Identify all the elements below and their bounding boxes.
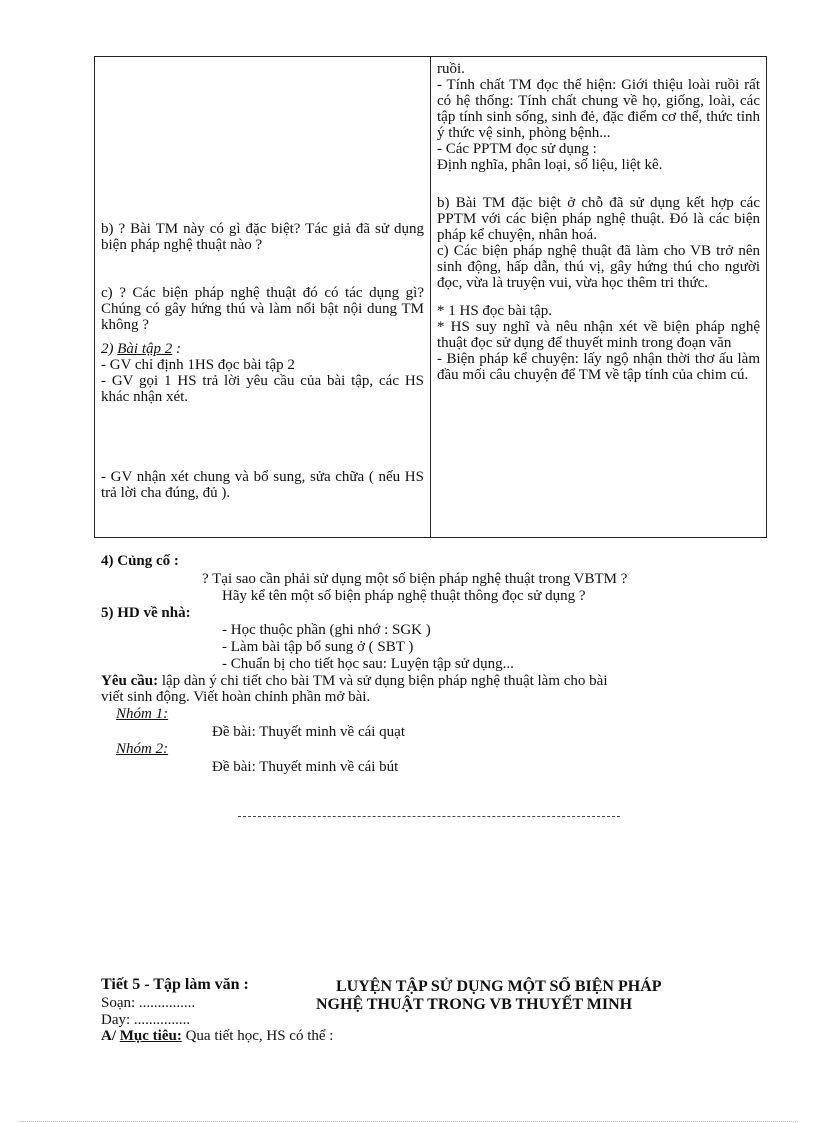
answer-line: ruồi.: [437, 61, 465, 77]
answer-line: - Các PPTM đọc sử dụng :: [437, 141, 597, 157]
question-b: b) ? Bài TM này có gì đặc biệt? Tác giả đã sử dụng biện pháp nghệ thuật nào ?: [101, 221, 424, 253]
table-row: [95, 57, 767, 538]
teacher-summary: - GV nhận xét chung và bổ sung, sửa chữa ( nếu HS trả lời cha đúng, đủ ).: [101, 469, 424, 501]
answer-c: c) Các biện pháp nghệ thuật đã làm cho VB trở nên sinh động, hấp dẫn, thú vị, gây hứng thú cho người đọc, vừa là truyện vui, vừa học thêm tri thức.: [437, 243, 760, 291]
answer-b: b) Bài TM đặc biệt ở chỗ đã sử dụng kết hợp các PPTM với các biện pháp nghệ thuật. Đó là các biện pháp kể chuyện, nhân hoá.: [437, 195, 760, 243]
lesson-number: Tiết 5 - Tập làm văn :: [101, 976, 249, 993]
prepared-date: Soạn: ...............: [101, 995, 196, 1011]
teacher-activity-column: [95, 57, 431, 538]
homework-heading: 5) HD về nhà:: [101, 605, 191, 621]
homework-item: - Làm bài tập bổ sung ở ( SBT ): [222, 639, 414, 655]
exercise-2-answer: * 1 HS đọc bài tập.: [437, 303, 552, 319]
exercise-2-heading: 2) Bài tập 2 :: [101, 341, 181, 357]
group-1-label: Nhóm 1:: [116, 706, 169, 722]
objectives-line: A/ Mục tiêu: Qua tiết học, HS có thể :: [101, 1028, 334, 1044]
exercise-2-line: - GV chỉ định 1HS đọc bài tập 2: [101, 357, 295, 373]
exercise-2-line: - GV gọi 1 HS trả lời yêu cầu của bài tập, các HS khác nhận xét.: [101, 373, 424, 405]
lesson-title: NGHỆ THUẬT TRONG VB THUYẾT MINH: [316, 996, 633, 1013]
lesson-table: [94, 56, 767, 538]
requirement-line: Yêu cầu: lập dàn ý chi tiết cho bài TM và sử dụng biện pháp nghệ thuật làm cho bài: [101, 673, 608, 689]
homework-item: - Chuẩn bị cho tiết học sau: Luyện tập sử dụng...: [222, 656, 514, 672]
teaching-date: Day: ...............: [101, 1012, 191, 1028]
requirement-line: viết sinh động. Viết hoàn chỉnh phần mở bài.: [101, 689, 371, 705]
answer-line: Định nghĩa, phân loại, số liệu, liệt kê.: [437, 157, 663, 173]
question-c: c) ? Các biện pháp nghệ thuật đó có tác dụng gì? Chúng có gây hứng thú và làm nổi bật nội dung TM không ?: [101, 285, 424, 333]
group-1-task: Đề bài: Thuyết minh về cái quạt: [212, 724, 406, 740]
exercise-2-answer: * HS suy nghĩ và nêu nhận xét về biện pháp nghệ thuật đọc sử dụng để thuyết minh trong đoạn văn: [437, 319, 760, 351]
consolidation-heading: 4) Củng cố :: [101, 553, 179, 569]
consolidation-question: Hãy kể tên một số biện pháp nghệ thuật thông đọc sử dụng ?: [222, 588, 586, 604]
answer-line: - Tính chất TM đọc thể hiện: Giới thiệu loài ruồi rất có hệ thống: Tính chất chung về họ, giống, loài, các tập tính sinh sống, sinh đẻ, đặc điểm cơ thể, thức tỉnh ý thức vệ sinh, phòng bệnh...: [437, 77, 760, 141]
group-2-label: Nhóm 2:: [116, 741, 169, 757]
consolidation-question: ? Tại sao cần phải sử dụng một số biện pháp nghệ thuật trong VBTM ?: [202, 571, 628, 587]
homework-item: - Học thuộc phần (ghi nhớ : SGK ): [222, 622, 431, 638]
page-bottom-border: [20, 1121, 796, 1122]
section-divider: [238, 816, 620, 817]
group-2-task: Đề bài: Thuyết minh về cái bút: [212, 759, 399, 775]
lesson-title: LUYỆN TẬP SỬ DỤNG MỘT SỐ BIỆN PHÁP: [336, 978, 662, 995]
exercise-2-answer: - Biện pháp kể chuyện: lấy ngộ nhận thời thơ ấu làm đầu mối câu chuyện để TM về tập tính của chim cú.: [437, 351, 760, 383]
student-activity-column: [431, 57, 767, 538]
